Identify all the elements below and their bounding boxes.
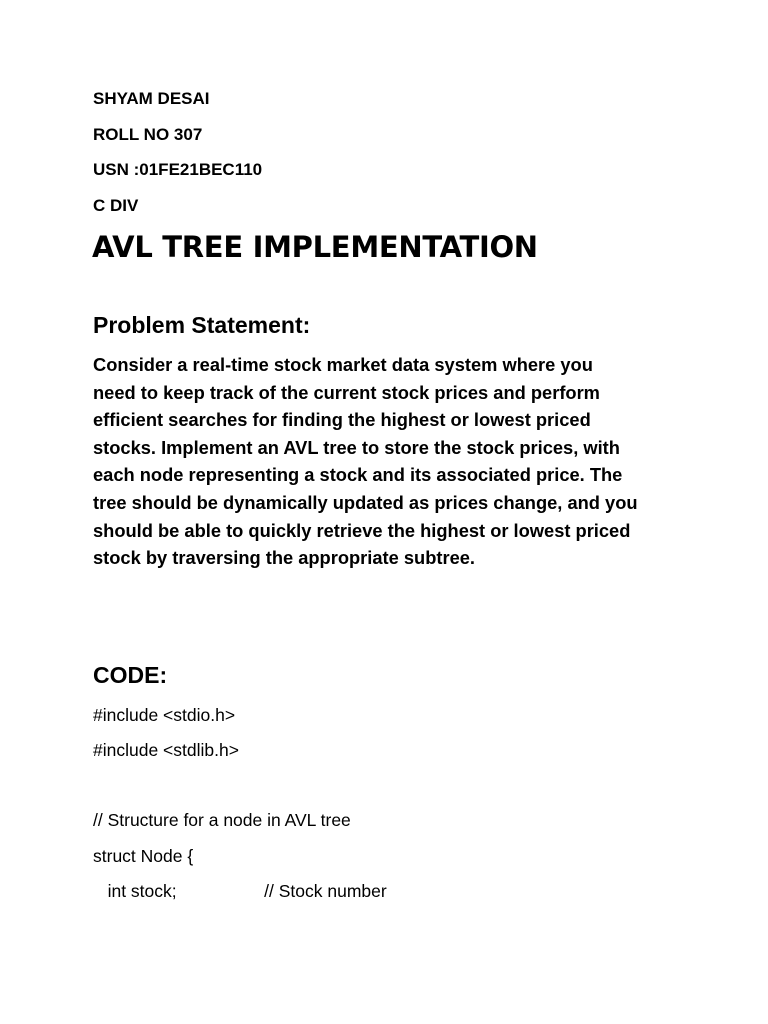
code-line: #include <stdlib.h> <box>93 740 239 760</box>
code-comment-line: // Structure for a node in AVL tree <box>93 810 351 830</box>
problem-line: stocks. Implement an AVL tree to store the stock prices, with <box>93 436 620 458</box>
code-line: #include <stdio.h> <box>93 705 236 725</box>
code-heading: CODE: <box>93 662 168 688</box>
problem-statement-body <box>93 351 683 572</box>
problem-line: efficient searches for finding the highest or lowest priced <box>93 409 591 431</box>
problem-line: stock by traversing the appropriate subtree. <box>93 547 475 569</box>
problem-line: each node representing a stock and its associated price. The <box>93 464 623 486</box>
problem-line: tree should be dynamically updated as prices change, and you <box>93 491 638 513</box>
problem-statement-heading: Problem Statement: <box>93 312 311 338</box>
code-line: struct Node { <box>93 846 194 866</box>
problem-line: should be able to quickly retrieve the highest or lowest priced <box>93 519 631 541</box>
student-name: SHYAM DESAI <box>93 89 210 108</box>
code-line: int stock; // Stock number <box>93 881 387 901</box>
roll-number: ROLL NO 307 <box>93 125 203 144</box>
document-title: AVL TREE IMPLEMENTATION <box>92 230 538 264</box>
problem-line: Consider a real-time stock market data system where you <box>93 354 593 375</box>
usn: USN :01FE21BEC110 <box>93 160 263 179</box>
problem-line: need to keep track of the current stock prices and perform <box>93 381 600 403</box>
division: C DIV <box>93 196 139 215</box>
